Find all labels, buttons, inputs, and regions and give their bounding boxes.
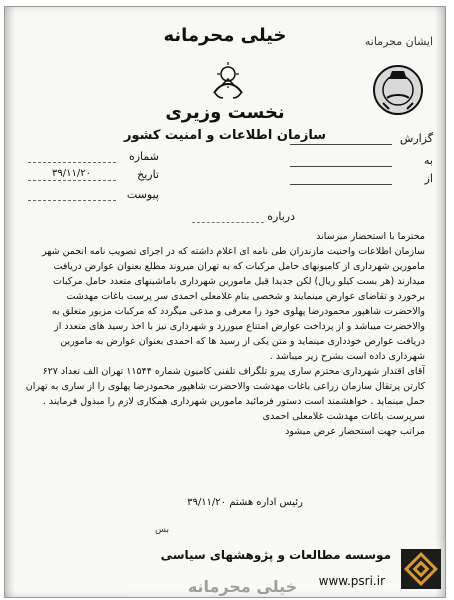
watermark-strip	[125, 541, 445, 597]
issuing-office: نخست وزیری	[165, 102, 285, 123]
from-line	[290, 172, 392, 185]
subject-field	[169, 210, 295, 223]
paper-left-shadow	[5, 7, 15, 597]
body-paragraph-1: سازمان اطلاعات واحنیت مازندران طی نامه ای اعلام داشته که در اجرای تصویب نامه انجمن شهر مامورین شهرداری از کامیونهای حامل مرکبات که به تهران میروند مطلع بعنوان عوارض دریافت میدارند (هر بست کیلو ریال) لکن جدیدا قبل مامورین شهرداری باماشینهای متعدد حامل مرکبات برخورد و تقاضای عوارض مینمایند و شخصی بنام غلامعلی احمدی سر پرست باغات مهدشت والاحضرت شاهپور محمودرضا پهلوی خود را معرفی و مدعی میگردد که مرکبات مزبور متعلق به والاحضرت میباشد و از پرداخت عوارض امتناع میورزد و شهرداری نیز با اخذ رسید های متعدد از دریافت عوارض خودداری مینماید و متن یکی از رسید ها که احمدی بعنوان عوارض به مامورین شهرداری داده است بشرح زیر میباشد .	[41, 246, 425, 362]
closing-line: مراتب جهت استحضار عرض میشود	[285, 426, 425, 437]
signature-block: رئیس اداره هشتم ۳۹/۱۱/۲۰	[187, 497, 303, 508]
signature-note: بس	[155, 525, 169, 535]
report-line	[290, 132, 392, 145]
institute-logo-icon	[401, 549, 441, 589]
classification-title-top: خیلی محرمانه	[163, 25, 287, 46]
attachment-label: پیوست	[126, 188, 159, 201]
letter-body	[25, 229, 425, 439]
body-paragraph-2: آقای اقتدار شهرداری محترم ساری پیرو تلگراف تلفنی کامیون شماره ۱۱۵۴۴ تهران الف تعداد ۶۲۷ کارتن پرتقال سازمان زراعی باغات مهدشت والاحضرت شاهپور محمودرضا پهلوی را از ساری به تهران حمل مینماید . خواهشمند است دستور فرمائید مامورین شهرداری همکاری لازم را مبذول فرمایند .	[25, 366, 425, 407]
number-value	[28, 150, 116, 163]
attachment-value	[28, 188, 116, 201]
number-field	[19, 150, 159, 163]
date-field	[19, 168, 159, 181]
report-label: گزارش	[399, 132, 433, 145]
from-label: از	[424, 172, 433, 185]
classification-title-bottom: خیلی محرمانه	[187, 577, 298, 596]
subject-line-value	[192, 210, 264, 223]
document-page	[4, 6, 446, 598]
greeting: محترما با استحضار میرساند	[316, 231, 425, 242]
number-label: شماره	[128, 150, 159, 163]
to-label: به	[424, 154, 433, 167]
attachment-field	[19, 188, 159, 201]
watermark-url: www.psri.ir	[318, 574, 385, 588]
subject-label: درباره	[267, 210, 295, 223]
body-paragraph-3: سرپرست باغات مهدشت غلامعلی احمدی	[262, 411, 425, 422]
paper-right-shadow	[435, 7, 445, 597]
date-label: تاریخ	[137, 168, 159, 181]
from-field	[283, 172, 433, 185]
report-field	[283, 132, 433, 145]
to-line	[290, 154, 392, 167]
handwritten-note-top-right: ایشان محرمانه	[364, 35, 433, 48]
to-field	[283, 154, 433, 167]
watermark-title: موسسه مطالعات و پژوهشهای سیاسی	[160, 548, 391, 562]
organization-name: سازمان اطلاعات و امنیت کشور	[123, 128, 327, 143]
date-value: ۳۹/۱۱/۲۰	[28, 168, 116, 181]
